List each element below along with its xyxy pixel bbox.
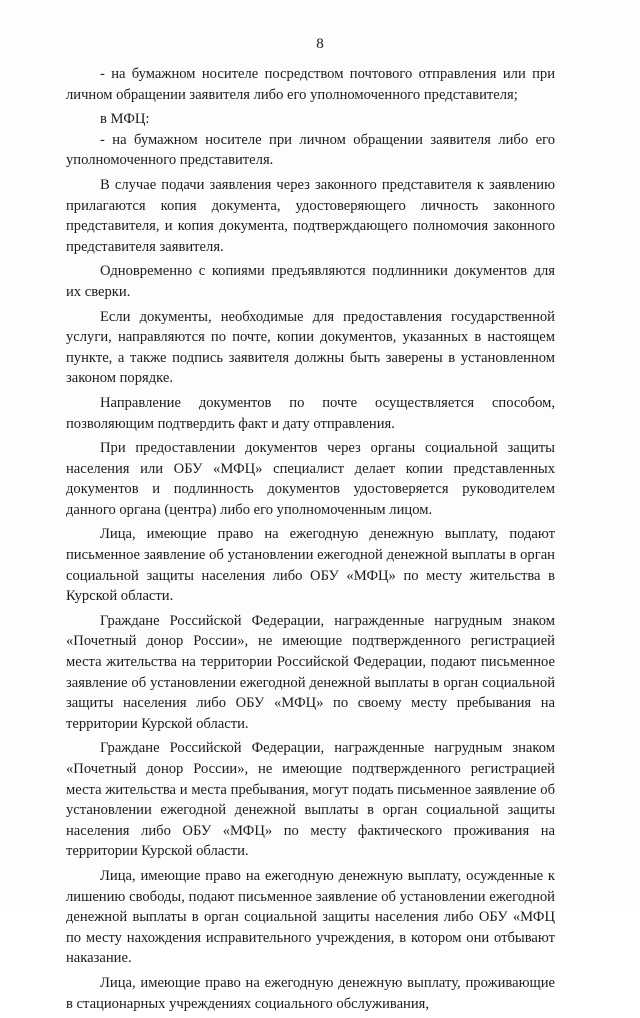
paragraph-social-institutions: Лица, имеющие право на ежегодную денежную выплату, проживающие в стационарных учреждениях социального обслуживания, — [66, 974, 555, 1012]
paragraph-originals: Одновременно с копиями предъявляются подлинники документов для их сверки. — [66, 263, 555, 300]
paragraph-residence-application: Лица, имеющие право на ежегодную денежную выплату, подают письменное заявление об установлении ежегодной денежной выплаты в орган социальной защиты населения либо ОБУ «МФЦ» по месту жительства в Курской области. — [66, 526, 555, 605]
paragraph-postal-method: Направление документов по почте осуществляется способом, позволяющим подтвердить факт и дату отправления. — [66, 394, 555, 432]
paragraph-postal-certification: Если документы, необходимые для предоставления государственной услуги, направляются по почте, копии документов, указанных в настоящем пункте, а также подпись заявителя должны быть заверены в установленном законом порядке. — [66, 308, 555, 387]
paragraph-donor-stay: Граждане Российской Федерации, награжденные нагрудным знаком «Почетный донор России», не имеющие подтвержденного регистрацией места жительства на территории Российской Федерации, подают письменное заявление об установлении ежегодной денежной выплаты в орган социальной защиты населения либо ОБУ «МФЦ» по своему месту пребывания на территории Курской области. — [66, 612, 555, 732]
paragraph-convicted: Лица, имеющие право на ежегодную денежную выплату, осужденные к лишению свободы, подают письменное заявление об установлении ежегодной денежной выплаты в орган социальной защиты населения либо ОБУ «МФЦ по месту нахождения исправительного учреждения, в котором они отбывают наказание. — [66, 867, 555, 967]
document-body — [66, 64, 555, 1018]
paragraph-mfc-label: в МФЦ: — [100, 111, 150, 128]
paragraph-copies-certification: При предоставлении документов через органы социальной защиты населения или ОБУ «МФЦ» специалист делает копии представленных документов и подлинность документов удостоверяется руководителем данного органа (центра) либо его уполномоченным лицом. — [66, 440, 555, 518]
paragraph-legal-representative: В случае подачи заявления через законного представителя к заявлению прилагаются копия документа, удостоверяющего личность законного представителя, и копия документа, подтверждающего полномочия законного представителя заявителя. — [66, 176, 555, 255]
page-number: 8 — [316, 36, 324, 52]
paragraph-mfc-paper: - на бумажном носителе при личном обращении заявителя либо его уполномоченного представителя. — [66, 131, 555, 169]
paragraph-postal-submission: - на бумажном носителе посредством почтового отправления или при личном обращении заявителя либо его уполномоченного представителя; — [66, 66, 555, 103]
paragraph-donor-actual-residence: Граждане Российской Федерации, награжденные нагрудным знаком «Почетный донор России», не имеющие подтвержденного регистрацией места жительства и места пребывания, могут подать письменное заявление об установлении ежегодной денежной выплаты в орган социальной защиты населения либо ОБУ «МФЦ» по месту фактического проживания на территории Курской области. — [66, 740, 555, 860]
